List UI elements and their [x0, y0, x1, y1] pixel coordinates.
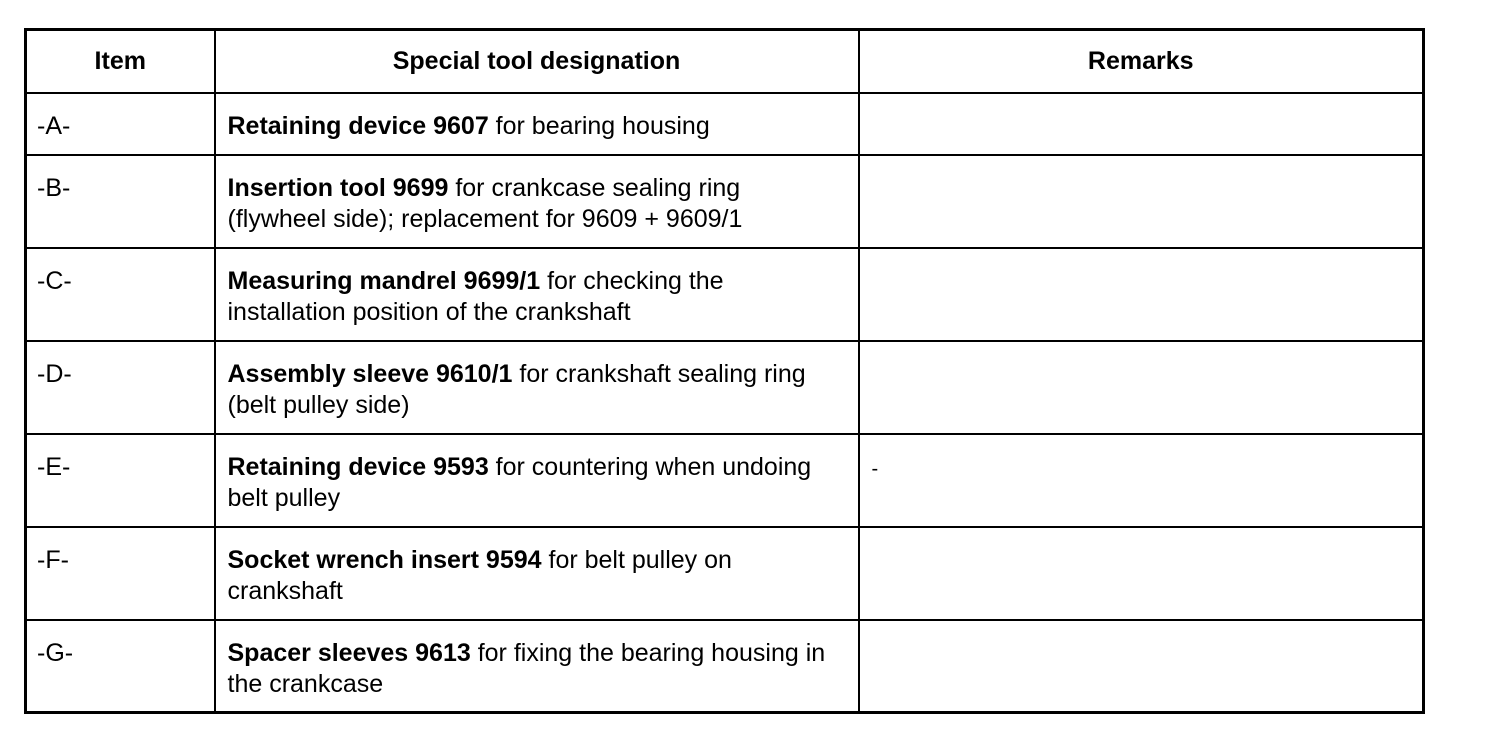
table-row: [26, 155, 1424, 248]
tool-name: Measuring mandrel 9699/1: [227, 266, 541, 295]
table-row: [26, 248, 1424, 341]
designation-cell: [215, 620, 859, 713]
item-label: -G-: [26, 620, 215, 713]
table-row: [26, 434, 1424, 527]
tool-name: Retaining device 9593: [227, 452, 489, 481]
tool-name: Socket wrench insert 9594: [227, 545, 542, 574]
remarks-cell: [859, 620, 1424, 713]
header-designation: Special tool designation: [215, 30, 859, 93]
tool-description: for crankshaft sealing ring (belt pulley side): [227, 359, 806, 419]
designation-cell: [215, 341, 859, 434]
table-header-row: [26, 30, 1424, 93]
tool-description: for belt pulley on crankshaft: [227, 545, 732, 605]
remarks-cell: [859, 155, 1424, 248]
item-label: -F-: [26, 527, 215, 620]
table-row: [26, 620, 1424, 713]
item-label: -E-: [26, 434, 215, 527]
designation-cell: [215, 527, 859, 620]
remarks-text: -: [871, 457, 879, 480]
table-row: [26, 93, 1424, 155]
item-label: -B-: [26, 155, 215, 248]
special-tools-table: [24, 28, 1425, 714]
item-label: -C-: [26, 248, 215, 341]
tool-description: for fixing the bearing housing in the crankcase: [227, 638, 826, 698]
designation-cell: [215, 434, 859, 527]
table-row: [26, 341, 1424, 434]
tool-name: Insertion tool 9699: [227, 173, 449, 202]
designation-cell: [215, 248, 859, 341]
designation-cell: [215, 155, 859, 248]
item-label: -D-: [26, 341, 215, 434]
tool-name: Spacer sleeves 9613: [227, 638, 471, 667]
tool-description: for bearing housing: [488, 111, 710, 140]
remarks-cell: [859, 93, 1424, 155]
tool-description: for checking the installation position of the crankshaft: [227, 266, 724, 326]
remarks-cell: [859, 434, 1424, 527]
tool-description: for countering when undoing belt pulley: [227, 452, 812, 512]
header-remarks: Remarks: [859, 30, 1424, 93]
remarks-cell: [859, 341, 1424, 434]
item-label: -A-: [26, 93, 215, 155]
remarks-cell: [859, 527, 1424, 620]
tool-description: for crankcase sealing ring (flywheel side); replacement for 9609 + 9609/1: [227, 173, 743, 233]
header-item: Item: [26, 30, 215, 93]
designation-cell: [215, 93, 859, 155]
tool-name: Retaining device 9607: [227, 111, 489, 140]
tool-name: Assembly sleeve 9610/1: [227, 359, 513, 388]
remarks-cell: [859, 248, 1424, 341]
table-row: [26, 527, 1424, 620]
